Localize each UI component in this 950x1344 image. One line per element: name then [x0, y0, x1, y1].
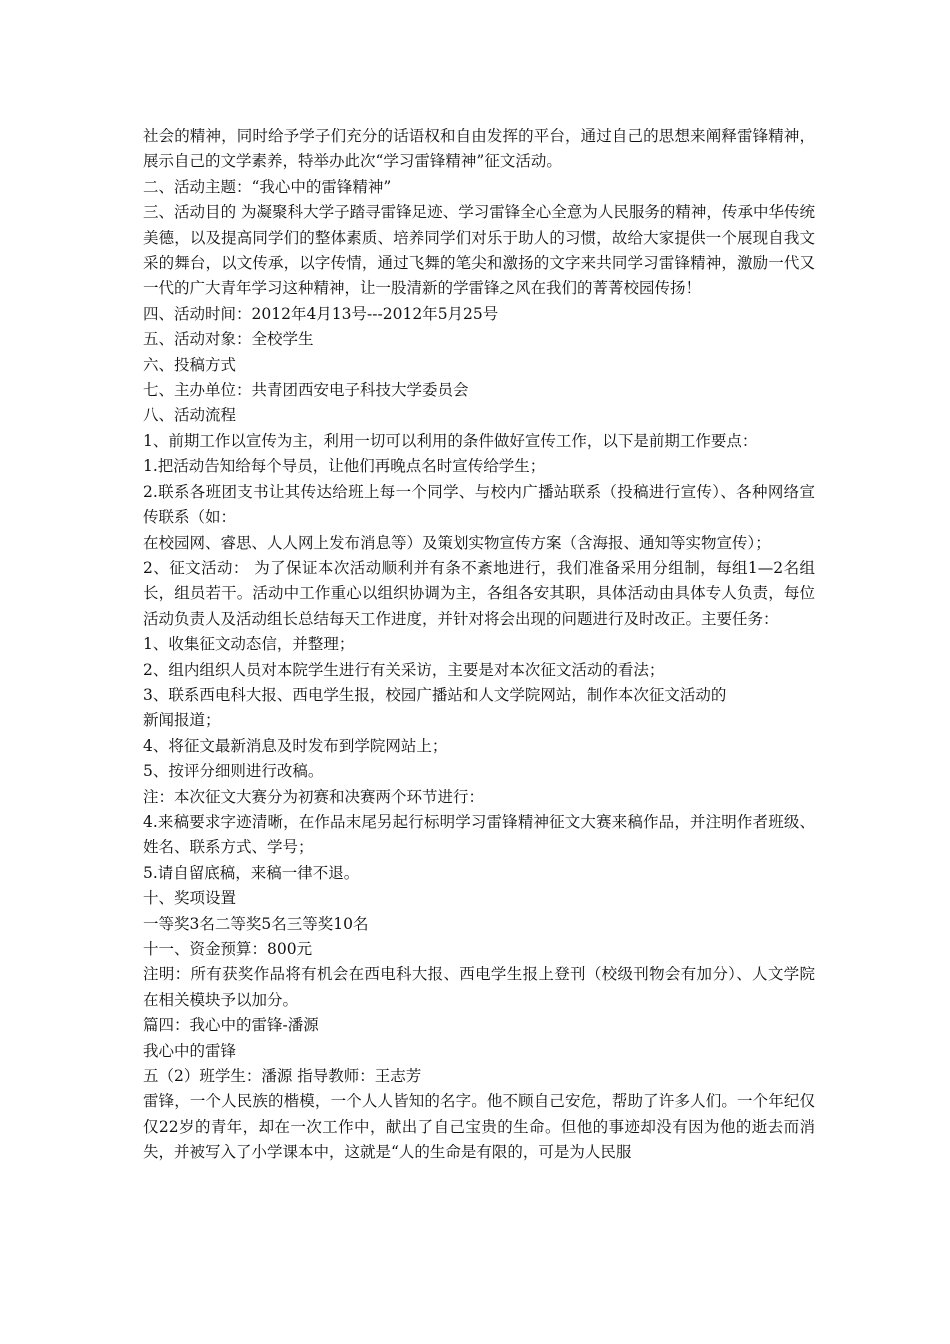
paragraph-task-revise: 5、按评分细则进行改稿。: [143, 762, 324, 781]
paragraph-online-publicity: 在校园网、睿思、人人网上发布消息等）及策划实物宣传方案（含海报、通知等实物宣传）；: [143, 533, 771, 552]
paragraph-article-four-title: 篇四：我心中的雷锋-潘源: [143, 1016, 319, 1035]
paragraph-notify-counselors: 1.把活动告知给每个导员，让他们再晚点名时宣传给学生；: [143, 457, 546, 476]
paragraph-activity-purpose: 三、活动目的 为凝聚科大学子踏寻雷锋足迹、学习雷锋全心全意为人民服务的精神，传承中华传统美德，以及提高同学们的整体素质、培养同学们对乐于助人的习惯，故给大家提供一个展现自我文采的舞台，以文传承，以字传情，通过飞舞的笔尖和激扬的文字来共同学习雷锋精神，激励一代又一代的广大青年学习这种精神，让一股清新的学雷锋之风在我们的菁菁校园传扬！: [143, 203, 815, 298]
paragraph-activity-process: 八、活动流程: [143, 406, 237, 425]
paragraph-award-note: 注明：所有获奖作品将有机会在西电科大报、西电学生报上登刊（校级刊物会有加分）、人文学院在相关模块予以加分。: [143, 965, 815, 1009]
paragraph-task-website: 4、将征文最新消息及时发布到学院网站上；: [143, 736, 448, 755]
paragraph-essay-activity: 2、征文活动： 为了保证本次活动顺利并有条不紊地进行，我们准备采用分组制，每组1—2名组长，组员若干。活动中工作重心以组织协调为主，各组各安其职，具体活动由具体专人负责，每位活动负责人及活动组长总结每天工作进度，并针对将会出现的问题进行及时改正。主要任务：: [143, 558, 815, 628]
paragraph-task-collect: 1、收集征文动态信，并整理；: [143, 635, 355, 654]
paragraph-submission-method: 六、投稿方式: [143, 355, 237, 374]
paragraph-intro-continued: 社会的精神，同时给予学子们充分的话语权和自由发挥的平台，通过自己的思想来阐释雷锋精神，展示自己的文学素养，特举办此次“学习雷锋精神”征文活动。: [143, 127, 815, 171]
paragraph-note-rounds: 注：本次征文大赛分为初赛和决赛两个环节进行：: [143, 787, 485, 806]
paragraph-activity-target: 五、活动对象：全校学生: [143, 330, 314, 349]
paragraph-author-line: 五（2）班学生：潘源 指导教师：王志芳: [143, 1067, 422, 1086]
paragraph-contact-secretaries: 2.联系各班团支书让其传达给班上每一个同学、与校内广播站联系（投稿进行宣传）、各种网络宣传联系（如：: [143, 482, 815, 527]
paragraph-essay-title: 我心中的雷锋: [143, 1041, 237, 1060]
paragraph-essay-body: 雷锋，一个人民族的楷模，一个人人皆知的名字。他不顾自己安危，帮助了许多人们。一个年纪仅仅22岁的青年，却在一次工作中，献出了自己宝贵的生命。但他的事迹却没有因为他的逝去而消失，并被写入了小学课本中，这就是“人的生命是有限的，可是为人民服: [143, 1092, 815, 1162]
paragraph-budget: 十一、资金预算：800元: [143, 940, 313, 958]
paragraph-awards-heading: 十、奖项设置: [143, 889, 237, 908]
paragraph-activity-theme: 二、活动主题：“我心中的雷锋精神”: [143, 177, 392, 196]
paragraph-keep-copy: 5.请自留底稿，来稿一律不退。: [143, 863, 360, 882]
paragraph-task-interview: 2、组内组织人员对本院学生进行有关采访，主要是对本次征文活动的看法；: [143, 660, 665, 679]
paragraph-task-news: 新闻报道；: [143, 711, 221, 730]
paragraph-submission-requirements: 4.来稿要求字迹清晰，在作品末尾另起行标明学习雷锋精神征文大赛来稿作品，并注明作者班级、姓名、联系方式、学号；: [143, 812, 815, 857]
paragraph-organizer: 七、主办单位：共青团西安电子科技大学委员会: [143, 381, 469, 400]
paragraph-awards-detail: 一等奖3名二等奖5名三等奖10名: [143, 914, 369, 933]
paragraph-activity-time: 四、活动时间：2012年4月13号---2012年5月25号: [143, 304, 499, 323]
document-body: [143, 124, 815, 1166]
paragraph-preliminary-work: 1、前期工作以宣传为主，利用一切可以利用的条件做好宣传工作，以下是前期工作要点：: [143, 431, 758, 450]
paragraph-task-media: 3、联系西电科大报、西电学生报，校园广播站和人文学院网站，制作本次征文活动的: [143, 685, 727, 704]
